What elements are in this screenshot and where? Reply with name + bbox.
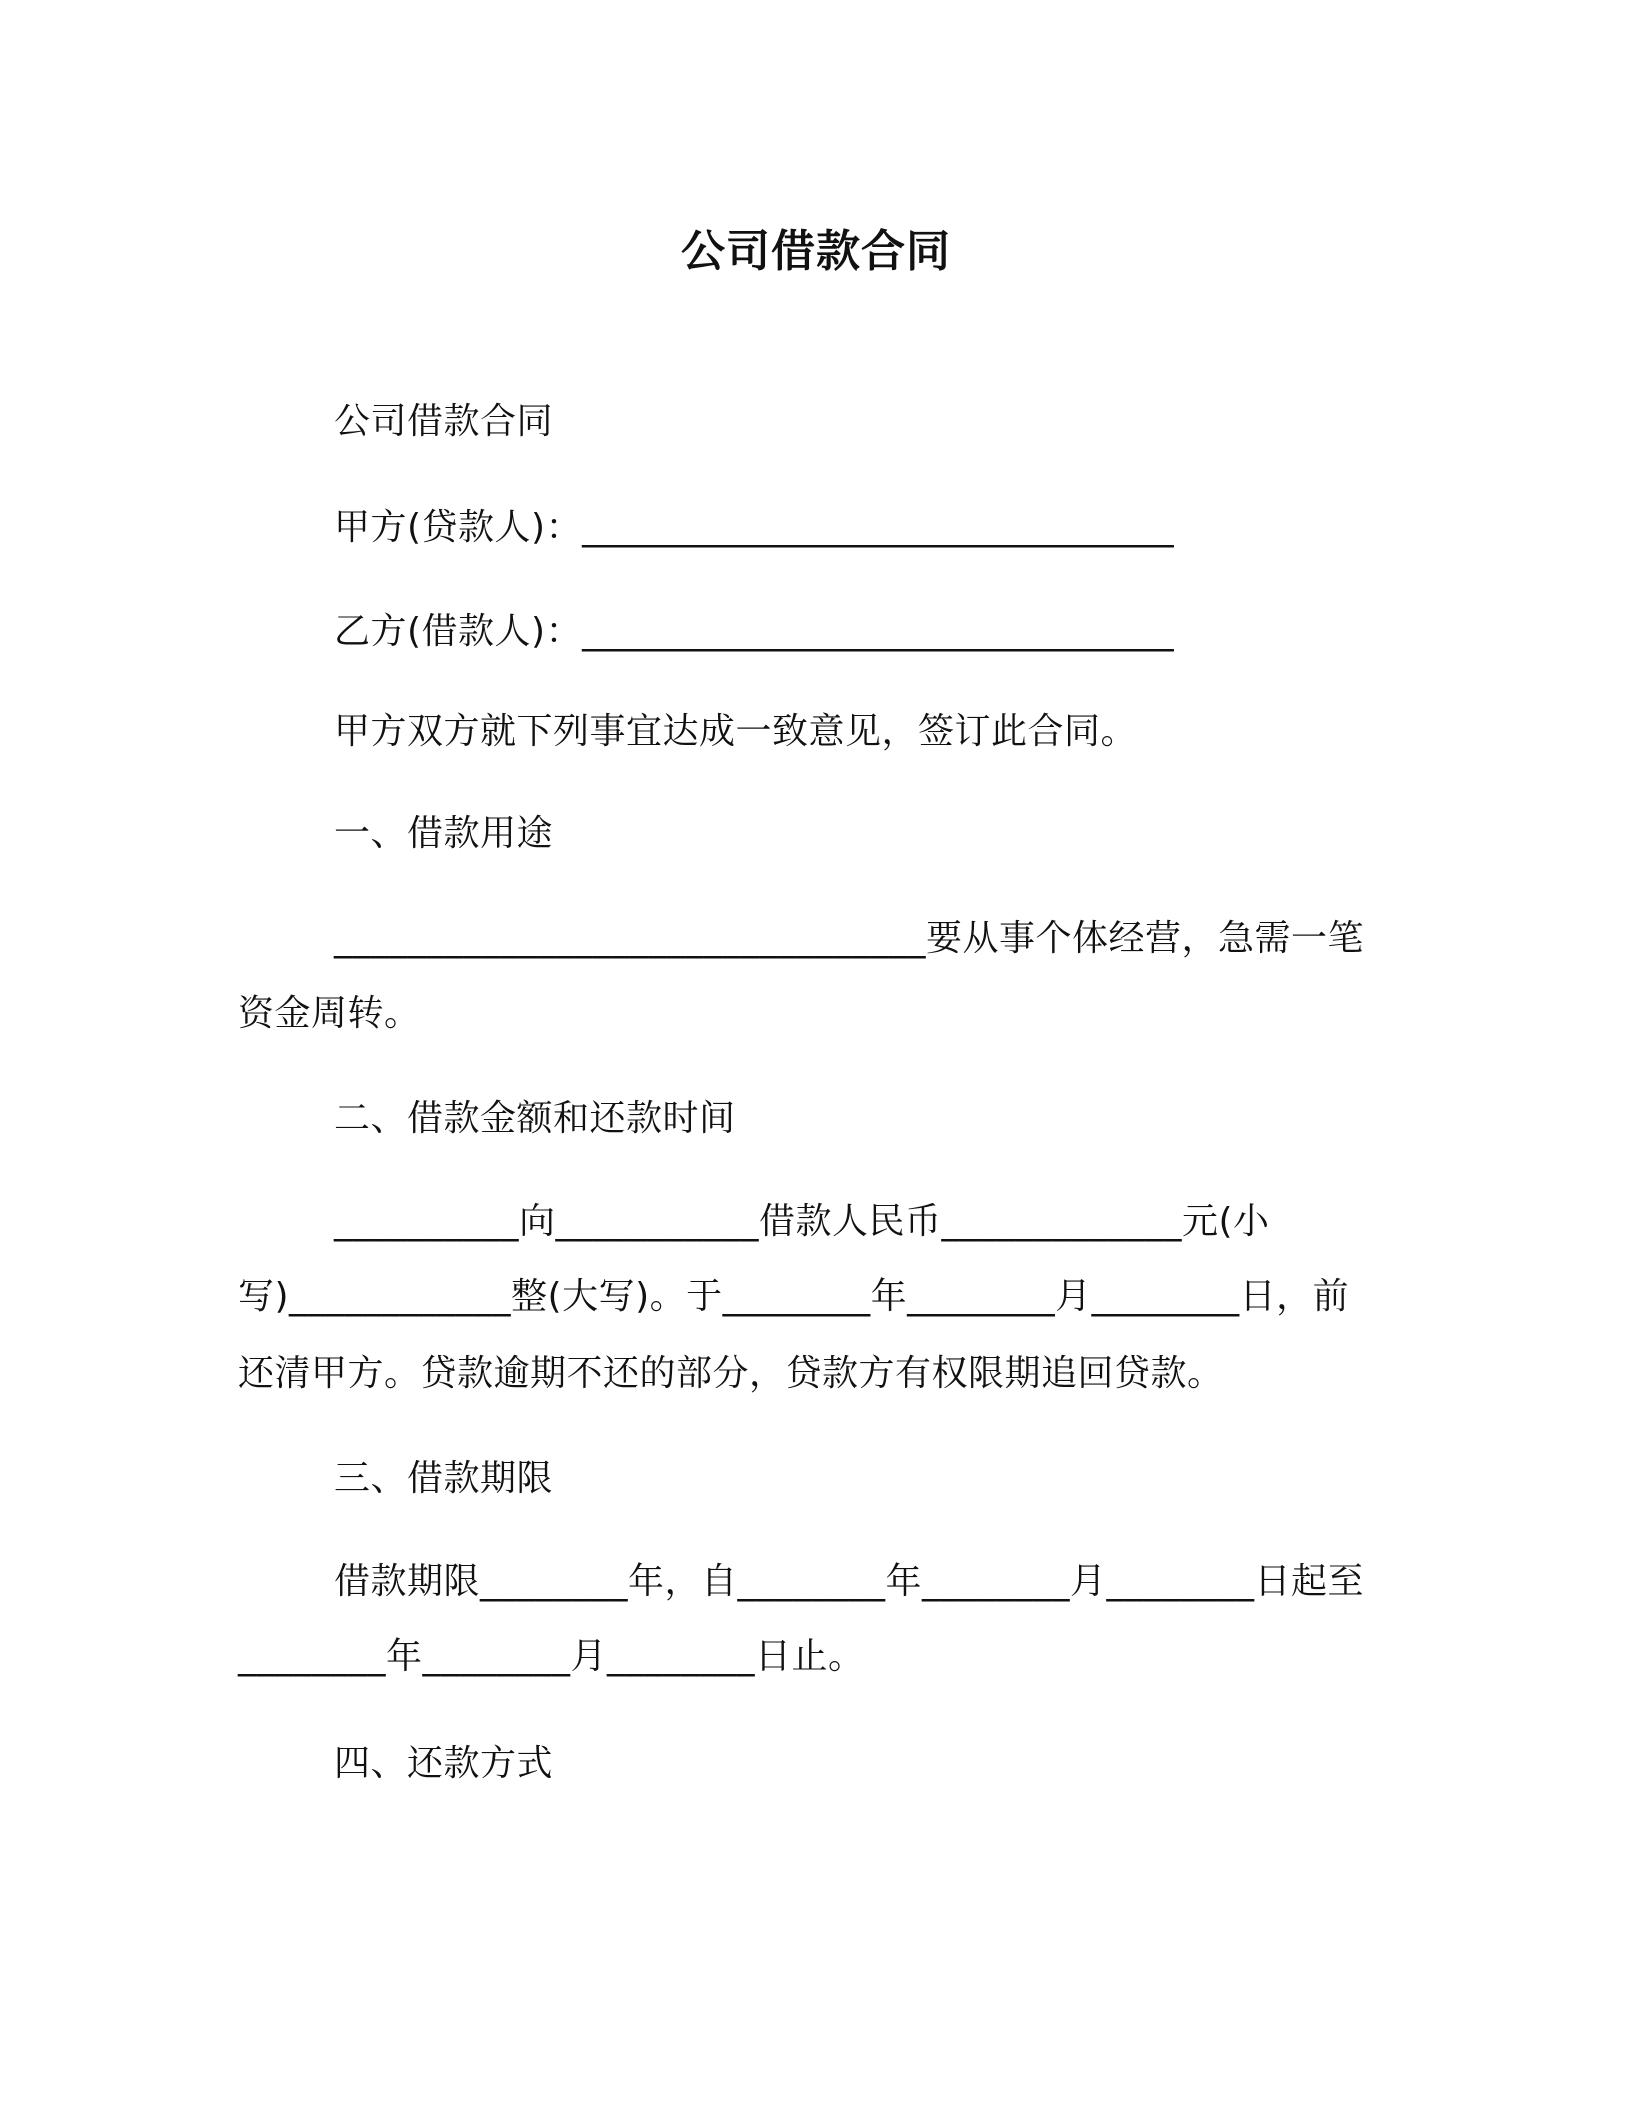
section-heading-repayment: 四、还款方式 (334, 1743, 554, 1784)
contract-subtitle: 公司借款合同 (334, 401, 554, 442)
agreement-statement: 甲方双方就下列事宜达成一致意见，签订此合同。 (334, 711, 1138, 752)
purpose-text-line-1: ________________________________要从事个体经营，急需一笔 (334, 918, 1365, 959)
document-title: 公司借款合同 (681, 226, 951, 277)
amount-text-line-2: 写)____________整(大写)。于________年________月________日，前 (238, 1276, 1350, 1317)
amount-text-line-1: __________向___________借款人民币_____________元(小 (334, 1201, 1270, 1242)
party-b-line: 乙方(借款人)：________________________________ (334, 611, 1175, 652)
section-heading-term: 三、借款期限 (334, 1458, 554, 1499)
party-a-line: 甲方(贷款人)：________________________________ (334, 507, 1175, 548)
term-text-line-2: ________年________月________日止。 (238, 1636, 865, 1677)
section-heading-amount: 二、借款金额和还款时间 (334, 1098, 736, 1139)
term-text-line-1: 借款期限________年，自________年________月________日起至 (334, 1561, 1365, 1602)
section-heading-purpose: 一、借款用途 (334, 813, 554, 854)
purpose-text-line-2: 资金周转。 (238, 993, 421, 1034)
amount-text-line-3: 还清甲方。贷款逾期不还的部分，贷款方有权限期追回贷款。 (238, 1353, 1224, 1394)
